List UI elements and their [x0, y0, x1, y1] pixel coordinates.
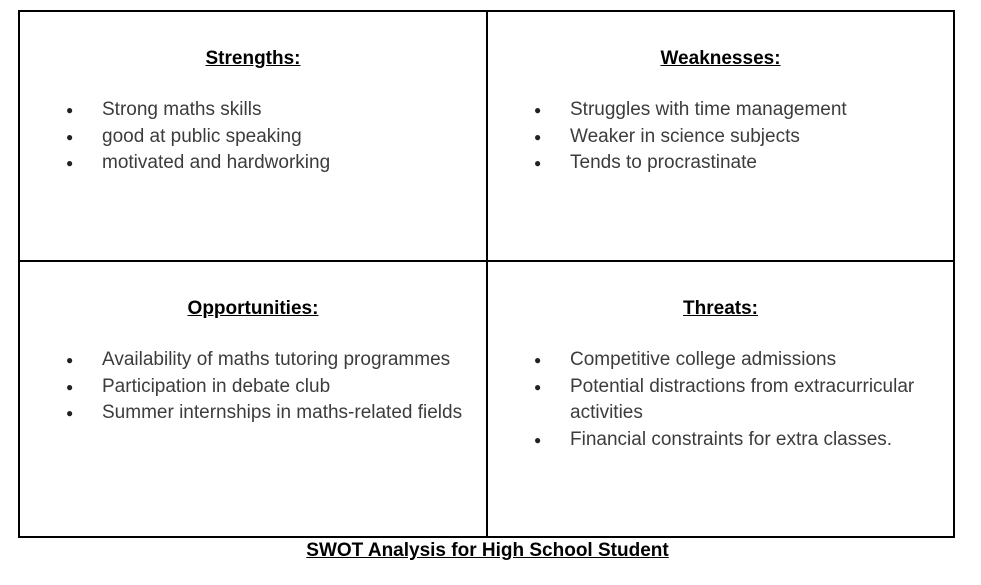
- list-item: [488, 347, 941, 374]
- list-item: [20, 400, 474, 427]
- list-item-text: Summer internships in maths-related fields: [102, 402, 463, 423]
- list-item: [20, 124, 474, 151]
- bullet-icon: ●: [534, 379, 542, 394]
- weaknesses-quadrant: [488, 12, 953, 262]
- opportunities-quadrant: [20, 262, 488, 536]
- list-item-text: good at public speaking: [102, 125, 302, 147]
- bullet-icon: ●: [66, 353, 74, 367]
- strengths-list: [20, 97, 474, 177]
- list-item-text: Tends to procrastinate: [570, 152, 757, 173]
- threats-title: Threats:: [683, 298, 758, 319]
- figure-caption: SWOT Analysis for High School Student: [306, 540, 669, 561]
- threats-quadrant: [488, 262, 953, 536]
- bullet-icon: ●: [534, 156, 542, 170]
- bullet-icon: ●: [66, 379, 74, 394]
- bullet-icon: ●: [534, 129, 542, 144]
- list-item: [488, 427, 941, 454]
- list-item-text: Competitive college admissions: [570, 349, 837, 370]
- list-item-text: Availability of maths tutoring programmes: [102, 349, 451, 370]
- opportunities-list: [20, 347, 474, 427]
- opportunities-title: Opportunities:: [187, 298, 319, 319]
- bullet-icon: ●: [66, 156, 74, 170]
- list-item: [488, 374, 941, 427]
- list-item: [20, 150, 474, 177]
- list-item-text: Strong maths skills: [102, 99, 262, 120]
- bullet-icon: ●: [66, 406, 74, 420]
- weaknesses-list: [488, 97, 941, 177]
- list-item-text: motivated and hardworking: [102, 152, 331, 173]
- bullet-icon: ●: [66, 103, 74, 117]
- list-item-text: Weaker in science subjects: [570, 125, 800, 147]
- list-item-text: Potential distractions from extracurricular activities: [570, 375, 915, 423]
- list-item: [488, 124, 941, 151]
- list-item: [488, 150, 941, 177]
- list-item: [20, 374, 474, 401]
- strengths-title: Strengths:: [205, 48, 301, 69]
- list-item-text: Financial constraints for extra classes.: [570, 428, 893, 450]
- list-item: [488, 97, 941, 124]
- list-item: [20, 347, 474, 374]
- bullet-icon: ●: [534, 353, 542, 367]
- weaknesses-title: Weaknesses:: [660, 48, 781, 69]
- list-item-text: Struggles with time management: [570, 99, 847, 120]
- bullet-icon: ●: [534, 432, 542, 447]
- list-item-text: Participation in debate club: [102, 375, 331, 397]
- strengths-quadrant: [20, 12, 488, 262]
- bullet-icon: ●: [534, 103, 542, 117]
- swot-grid: [18, 10, 955, 538]
- bullet-icon: ●: [66, 129, 74, 144]
- list-item: [20, 97, 474, 124]
- threats-list: [488, 347, 941, 453]
